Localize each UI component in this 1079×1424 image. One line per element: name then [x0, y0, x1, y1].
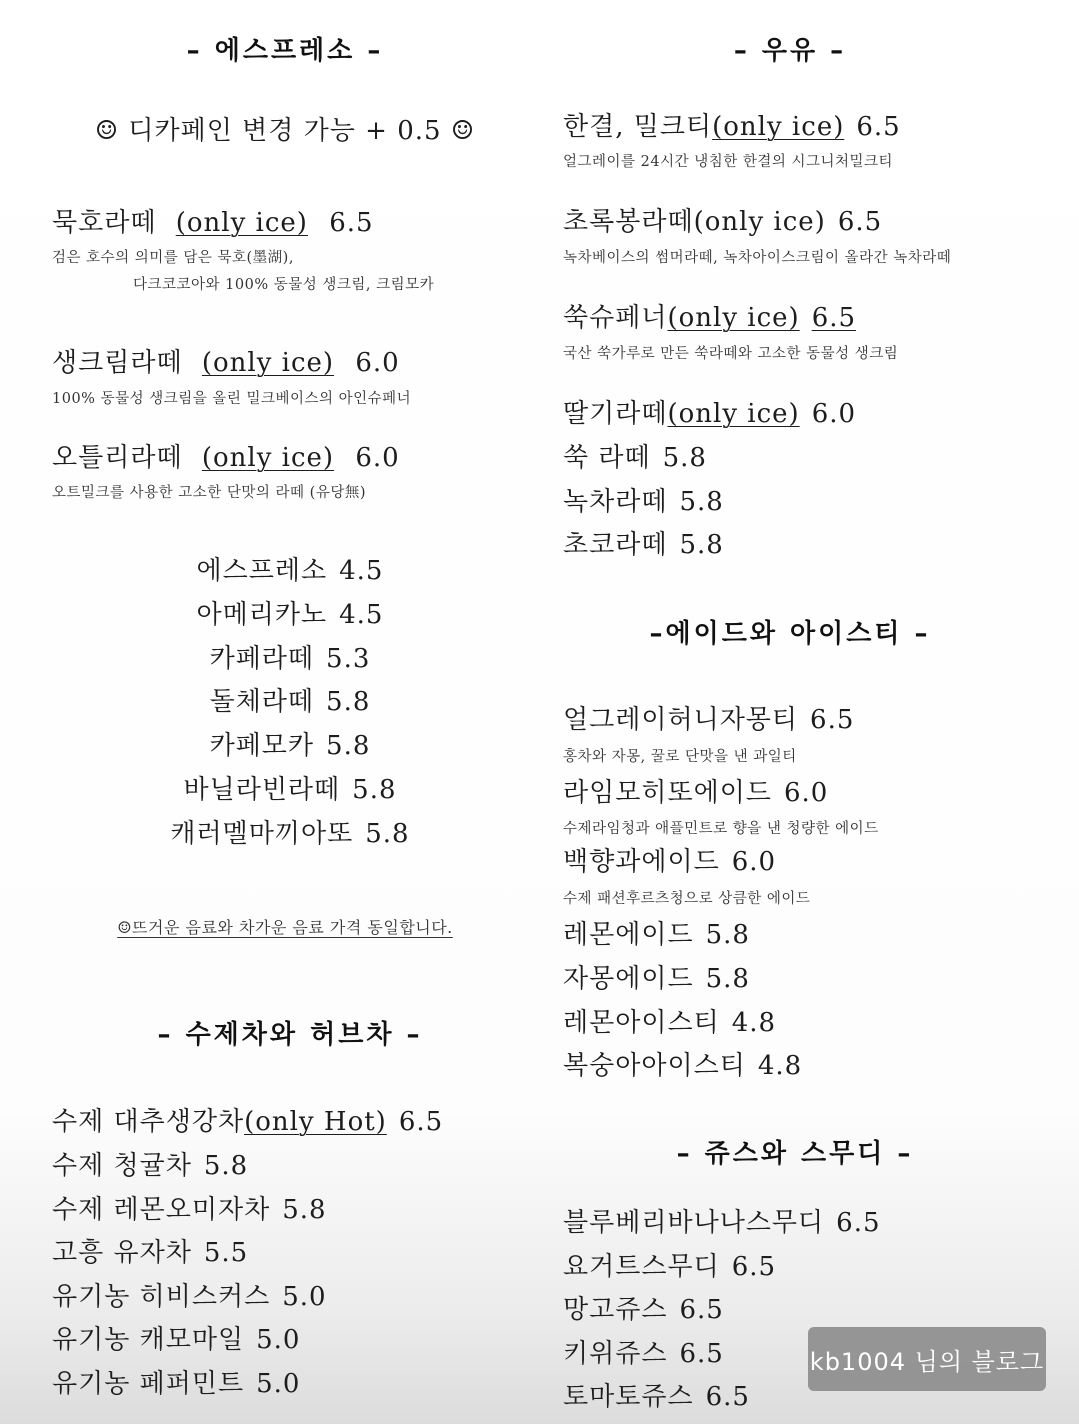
- item-price: 6.0: [811, 399, 857, 429]
- item-name: 생크림라떼: [52, 348, 183, 378]
- item-price: 5.8: [662, 443, 707, 473]
- item-name: 묵호라떼: [52, 208, 157, 238]
- item-name: 라임모히또에이드: [563, 778, 772, 808]
- item-name: 레몬에이드: [563, 920, 694, 950]
- item-price: 6.0: [355, 443, 400, 473]
- item-price: 6.5: [398, 1107, 444, 1137]
- menu-item: [563, 297, 856, 334]
- menu-item-oatly-latte: [52, 437, 400, 474]
- menu-item: [80, 594, 500, 631]
- item-price: 5.8: [679, 530, 724, 560]
- menu-item: [563, 481, 724, 518]
- menu-item: [80, 769, 500, 806]
- item-option: (only ice): [201, 348, 335, 378]
- menu-item: [52, 1101, 443, 1138]
- item-name: 블루베리바나나스무디: [563, 1208, 825, 1238]
- item-name: 캐러멜마끼아또: [170, 819, 354, 849]
- juice-section-header: – 쥬스와 스무디 –: [676, 1139, 914, 1169]
- item-description: 검은 호수의 의미를 담은 묵호(墨湖),: [52, 250, 294, 266]
- menu-item: [563, 1333, 724, 1370]
- menu-item: [563, 106, 901, 143]
- item-price: 5.0: [256, 1325, 301, 1355]
- item-name: 망고쥬스: [563, 1295, 668, 1325]
- item-price: 6.5: [856, 112, 901, 142]
- item-price: 4.8: [757, 1051, 803, 1081]
- item-name: 오틀리라떼: [52, 443, 183, 473]
- item-price: 6.5: [836, 1208, 881, 1238]
- item-name: 쑥 라떼: [563, 443, 651, 473]
- item-name: 돌체라떼: [209, 687, 315, 717]
- item-price: 6.5: [811, 303, 857, 333]
- menu-item: [563, 914, 750, 951]
- item-price: 5.8: [326, 731, 371, 761]
- item-price: 5.0: [282, 1282, 327, 1312]
- item-name: 수제 청귤차: [52, 1151, 192, 1181]
- item-price: 5.0: [256, 1369, 301, 1399]
- menu-item: [52, 1189, 327, 1226]
- item-name: 딸기라떼: [563, 399, 668, 429]
- menu-item: [563, 201, 882, 238]
- item-option: (only ice): [201, 443, 335, 473]
- menu-item: [52, 1276, 327, 1313]
- menu-item: [52, 1145, 248, 1182]
- item-name: 에스프레소: [196, 556, 328, 586]
- item-price: 5.3: [326, 644, 371, 674]
- menu-item: [80, 725, 500, 762]
- menu-item: [563, 1045, 802, 1082]
- menu-item: [52, 1232, 248, 1269]
- item-name: 키위쥬스: [563, 1339, 668, 1369]
- item-description: 국산 쑥가루로 만든 쑥라떼와 고소한 동물성 생크림: [563, 346, 899, 362]
- item-price: 5.8: [326, 687, 371, 717]
- item-price: 6.5: [679, 1339, 724, 1369]
- menu-item: [563, 958, 750, 995]
- item-name: 쑥슈페너: [563, 303, 668, 333]
- item-name: 유기농 페퍼민트: [52, 1369, 245, 1399]
- menu-item: [563, 393, 856, 430]
- item-price: 6.5: [837, 207, 883, 237]
- menu-item: [52, 1319, 300, 1356]
- menu-item: [563, 437, 707, 474]
- blog-watermark: kb1004 님의 블로그: [808, 1327, 1046, 1391]
- item-option: (only ice): [667, 303, 800, 333]
- item-price: 5.8: [679, 487, 724, 517]
- milk-section-header: – 우유 –: [733, 36, 847, 66]
- menu-item: [52, 1363, 300, 1400]
- item-description: 오트밀크를 사용한 고소한 단맛의 라떼 (유당無): [52, 485, 366, 501]
- item-name: 유기농 히비스커스: [52, 1282, 271, 1312]
- tea-section-header: – 수제차와 허브차 –: [157, 1020, 423, 1050]
- item-price: 5.8: [705, 964, 750, 994]
- item-name: 레몬아이스티: [563, 1008, 720, 1038]
- item-name: 초록봉라떼: [563, 207, 694, 237]
- item-option: (only ice): [175, 208, 308, 238]
- item-description: 다크코코아와 100% 동물성 생크림, 크림모카: [133, 277, 435, 293]
- menu-item-mukho-latte: [52, 202, 374, 239]
- item-option: (only ice): [712, 112, 845, 142]
- item-price: 4.8: [731, 1008, 777, 1038]
- item-option: (only ice): [667, 399, 800, 429]
- temperature-price-note: ☺뜨거운 음료와 차가운 음료 가격 동일합니다.: [117, 918, 453, 937]
- item-description: 녹차베이스의 썸머라떼, 녹차아이스크림이 올라간 녹차라떼: [563, 250, 952, 266]
- item-name: 백향과에이드: [563, 847, 720, 877]
- menu-item: [80, 550, 500, 587]
- menu-item: [563, 1376, 750, 1413]
- item-name: 수제 레몬오미자차: [52, 1195, 271, 1225]
- item-name: 복숭아아이스티: [563, 1051, 746, 1081]
- item-description: 100% 동물성 생크림을 올린 밀크베이스의 아인슈페너: [52, 391, 412, 407]
- item-name: 수제 대추생강차: [52, 1107, 245, 1137]
- item-name: 초코라떼: [563, 530, 668, 560]
- item-price: 4.5: [339, 556, 384, 586]
- item-price: 6.0: [355, 348, 400, 378]
- item-price: 5.8: [365, 819, 410, 849]
- item-price: 5.8: [282, 1195, 327, 1225]
- menu-item: [563, 1202, 881, 1239]
- item-option: (only ice): [693, 207, 826, 237]
- item-price: 5.8: [705, 920, 750, 950]
- item-name: 얼그레이허니자몽티: [563, 705, 799, 735]
- item-name: 카페모카: [209, 731, 315, 761]
- menu-item: [563, 1246, 776, 1283]
- item-price: 6.5: [679, 1295, 724, 1325]
- item-price: 5.5: [203, 1238, 249, 1268]
- item-price: 5.8: [203, 1151, 249, 1181]
- item-price: 6.5: [810, 705, 855, 735]
- menu-item: [80, 638, 500, 675]
- menu-item: [563, 772, 828, 809]
- item-price: 6.5: [731, 1252, 777, 1282]
- decaf-note: ☺ 디카페인 변경 가능 + 0.5 ☺: [94, 116, 476, 146]
- menu-item: [563, 841, 776, 878]
- item-price: 6.5: [329, 208, 374, 238]
- menu-item-cream-latte: [52, 342, 400, 379]
- menu-item: [563, 524, 724, 561]
- menu-item: [563, 1289, 724, 1326]
- item-price: 6.5: [705, 1382, 750, 1412]
- item-name: 녹차라떼: [563, 487, 668, 517]
- item-name: 요거트스무디: [563, 1252, 720, 1282]
- item-name: 바닐라빈라떼: [183, 775, 341, 805]
- item-price: 6.0: [783, 778, 829, 808]
- item-name: 자몽에이드: [563, 964, 694, 994]
- item-price: 4.5: [339, 600, 384, 630]
- item-name: 고흥 유자차: [52, 1238, 192, 1268]
- ade-section-header: –에이드와 아이스티 –: [649, 619, 931, 649]
- item-name: 한결, 밀크티: [563, 112, 713, 142]
- item-description: 수제라임청과 애플민트로 향을 낸 청량한 에이드: [563, 821, 879, 837]
- menu-item: [80, 813, 500, 850]
- espresso-section-header: – 에스프레소 –: [186, 36, 384, 66]
- item-name: 유기농 캐모마일: [52, 1325, 245, 1355]
- menu-item: [563, 1002, 776, 1039]
- item-description: 수제 패션후르츠청으로 상큼한 에이드: [563, 891, 811, 907]
- item-description: 얼그레이를 24시간 냉침한 한결의 시그니처밀크티: [563, 154, 894, 170]
- menu-item: [80, 681, 500, 718]
- item-name: 아메리카노: [196, 600, 328, 630]
- item-price: 6.0: [731, 847, 777, 877]
- item-name: 토마토쥬스: [563, 1382, 694, 1412]
- item-price: 5.8: [352, 775, 397, 805]
- item-option: (only Hot): [244, 1107, 387, 1137]
- item-description: 홍차와 자몽, 꿀로 단맛을 낸 과일티: [563, 749, 797, 765]
- item-name: 카페라떼: [209, 644, 315, 674]
- menu-item: [563, 699, 854, 736]
